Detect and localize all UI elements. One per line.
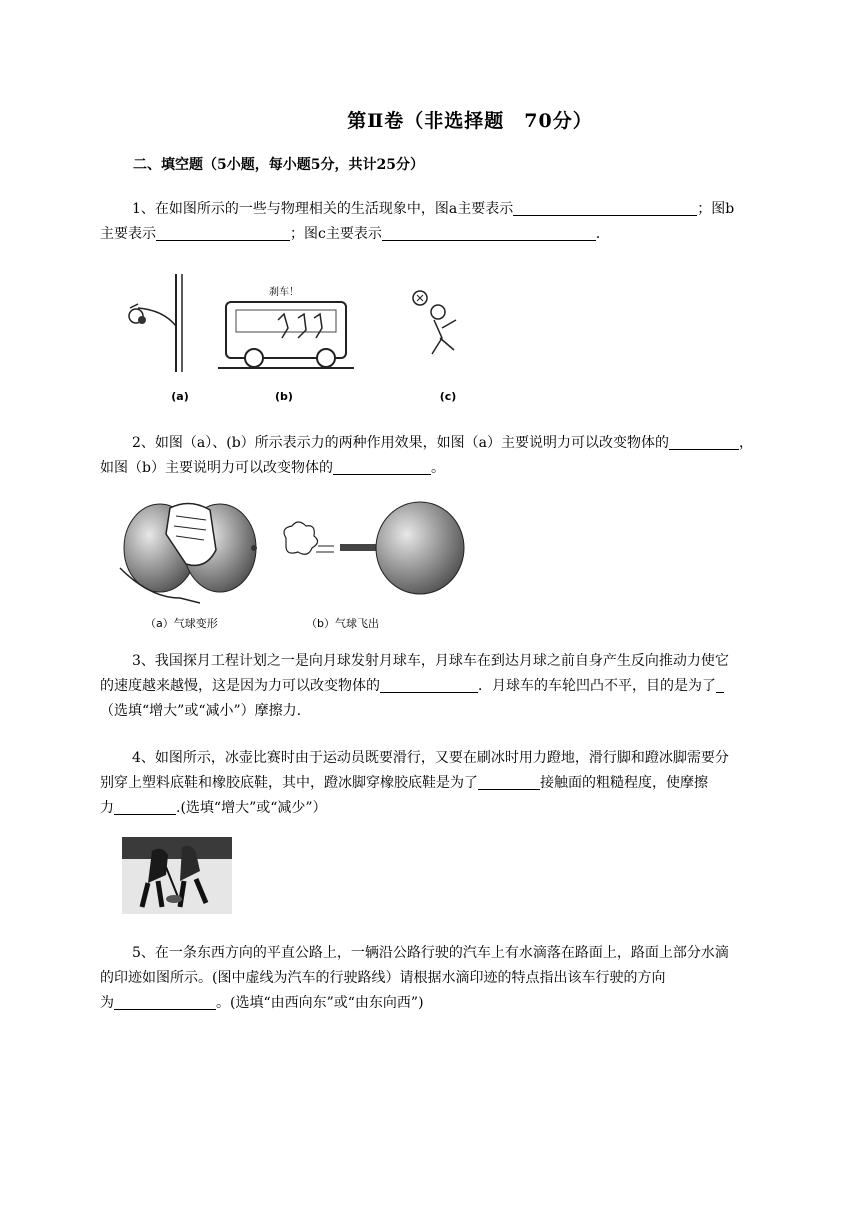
bus-sign: 刹车！	[269, 287, 299, 298]
q4-text-2: 别穿上塑料底鞋和橡胶底鞋，其中，蹬冰脚穿橡胶底鞋是为了	[100, 775, 478, 791]
curling-photo	[122, 837, 232, 914]
q3-text-2: 的速度越来越慢，这是因为力可以改变物体的	[100, 678, 380, 694]
heading-ball-illustration	[413, 291, 456, 354]
q3-text-4: （选填“增大”或“减小”）摩擦力.	[100, 703, 302, 719]
q5-blank-a[interactable]	[114, 993, 216, 1010]
q2-blank-a[interactable]	[669, 433, 739, 450]
question-2	[100, 431, 806, 481]
q1-blank-c[interactable]	[382, 224, 596, 241]
q1-blank-b[interactable]	[156, 224, 290, 241]
q1-blank-a[interactable]	[513, 199, 697, 216]
q5-text-4: 。(选填“由西向东”或“由东向西”)	[216, 995, 424, 1011]
q2-blank-b[interactable]	[333, 458, 431, 475]
q3-text-1: 3、我国探月工程计划之一是向月球发射月球车，月球车在到达月球之前自身产生反向推动力使它	[132, 653, 729, 669]
q4-blank-b[interactable]	[114, 798, 176, 815]
q1-text-3: 主要表示	[100, 226, 156, 242]
q4-text-4: 力	[100, 800, 114, 816]
q3-blank-a[interactable]	[380, 676, 478, 693]
q1-text-2: ；图b	[697, 201, 735, 217]
curling-photo-drawing	[122, 837, 232, 914]
question-1	[100, 197, 806, 247]
q2-text-3: 如图（b）主要说明力可以改变物体的	[100, 460, 333, 476]
question-4	[100, 746, 806, 821]
question-3	[100, 649, 806, 724]
q3-text-3: ．月球车的车轮凹凸不平，目的是为了	[478, 678, 716, 694]
q1-figure-drawing	[118, 268, 478, 408]
caption-b: (b)	[275, 390, 293, 403]
q2-figure-drawing	[120, 498, 470, 603]
q4-text-1: 4、如图所示，冰壶比赛时由于运动员既要滑行，又要在刷冰时用力蹬地，滑行脚和蹬冰脚需要分	[132, 750, 729, 766]
q5-text-2: 的印迹如图所示。(图中虚线为汽车的行驶路线）请根据水滴印迹的特点指出该车行驶的方向	[100, 970, 666, 986]
q5-text-1: 5、在一条东西方向的平直公路上，一辆沿公路行驶的汽车上有水滴落在路面上，路面上部分水滴	[132, 945, 729, 961]
section-heading: 二、填空题（5小题，每小题5分，共计25分）	[133, 157, 424, 173]
caption-flying: （b）气球飞出	[306, 617, 379, 630]
q2-text-4: 。	[430, 460, 445, 476]
deformed-balloon-illustration	[120, 503, 257, 603]
q4-blank-a[interactable]	[478, 773, 540, 790]
flying-balloon-illustration	[284, 502, 464, 594]
q3-blank-b[interactable]	[716, 676, 724, 693]
q4-text-5: .(选填“增大”或“减少”）	[176, 800, 327, 816]
bent-stick-illustration	[129, 274, 182, 372]
q5-text-3: 为	[100, 995, 114, 1011]
q4-text-3: 接触面的粗糙程度，使摩擦	[540, 775, 708, 791]
q1-text-5: ．	[595, 226, 610, 242]
q1-text-4: ；图c主要表示	[290, 226, 382, 242]
q2-figure	[120, 498, 470, 633]
q1-text-1: 1、在如图所示的一些与物理相关的生活现象中，图a主要表示	[132, 201, 514, 217]
page-title: 第Ⅱ卷（非选择题 70分）	[347, 110, 593, 132]
caption-c: (c)	[439, 390, 457, 403]
caption-a: (a)	[171, 390, 189, 403]
q1-figure	[118, 268, 478, 408]
caption-deformed: （a）气球变形	[145, 617, 218, 630]
bus-illustration	[218, 285, 354, 368]
q2-text-1: 2、如图（a）、(b）所示表示力的两种作用效果，如图（a）主要说明力可以改变物体的	[132, 435, 670, 451]
q2-text-2: ，	[739, 435, 754, 451]
question-5	[100, 941, 806, 1016]
